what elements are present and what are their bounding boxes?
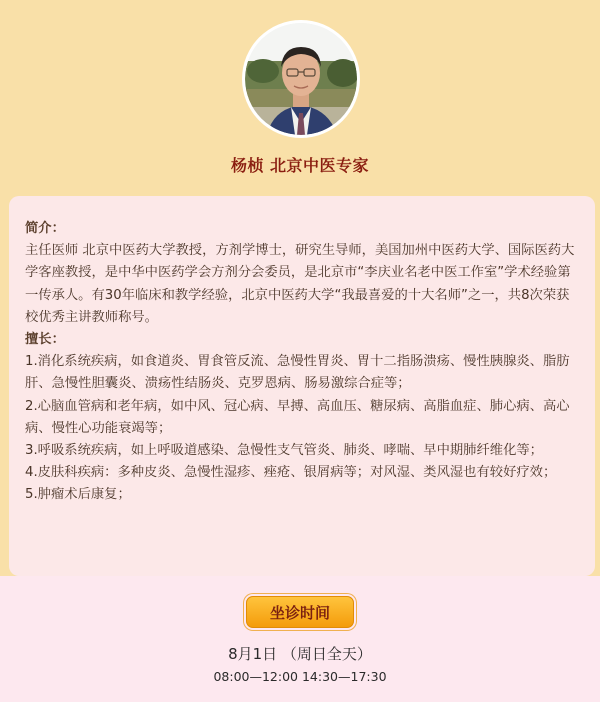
doctor-avatar-frame [242, 20, 360, 138]
schedule-hours: 08:00—12:00 14:30—17:30 [213, 669, 387, 684]
doctor-name-title: 杨桢 北京中医专家 [230, 156, 370, 175]
schedule-section [0, 576, 600, 702]
specialty-item: 1.消化系统疾病，如食道炎、胃食管反流、急慢性胃炎、胃十二指肠溃疡、慢性胰腺炎、脂肪肝、急慢性胆囊炎、溃疡性结肠炎、克罗恩病、肠易激综合症等； [25, 354, 570, 392]
doctor-profile-card [9, 196, 595, 576]
doctor-avatar [245, 23, 357, 135]
intro-heading: 简介： [25, 221, 65, 236]
specialty-item: 3.呼吸系统疾病，如上呼吸道感染、急慢性支气管炎、肺炎、哮喘、早中期肺纤维化等； [25, 443, 543, 459]
specialty-item: 4.皮肤科疾病：多种皮炎、急慢性湿疹、痤疮、银屑病等；对风湿、类风湿也有较好疗效； [25, 465, 557, 481]
specialty-heading: 擅长： [25, 332, 65, 348]
specialty-item: 2.心脑血管病和老年病，如中风、冠心病、早搏、高血压、糖尿病、高脂血症、肺心病、高心病、慢性心功能衰竭等； [25, 398, 570, 436]
intro-text: 主任医师 北京中医药大学教授，方剂学博士，研究生导师，美国加州中医药大学、国际医药大学客座教授，是中华中医药学会方剂分会委员，是北京市“李庆业名老中医工作室”学术经验第一传承人。有30年临床和教学经验，北京中医药大学“我最喜爱的十大名师”之一，共8次荣获校优秀主讲教师称号。 [25, 243, 575, 325]
specialty-item: 5.肿瘤术后康复； [25, 487, 131, 503]
schedule-button[interactable]: 坐诊时间 [246, 596, 354, 628]
schedule-date: 8月1日 （周日全天） [228, 645, 372, 663]
